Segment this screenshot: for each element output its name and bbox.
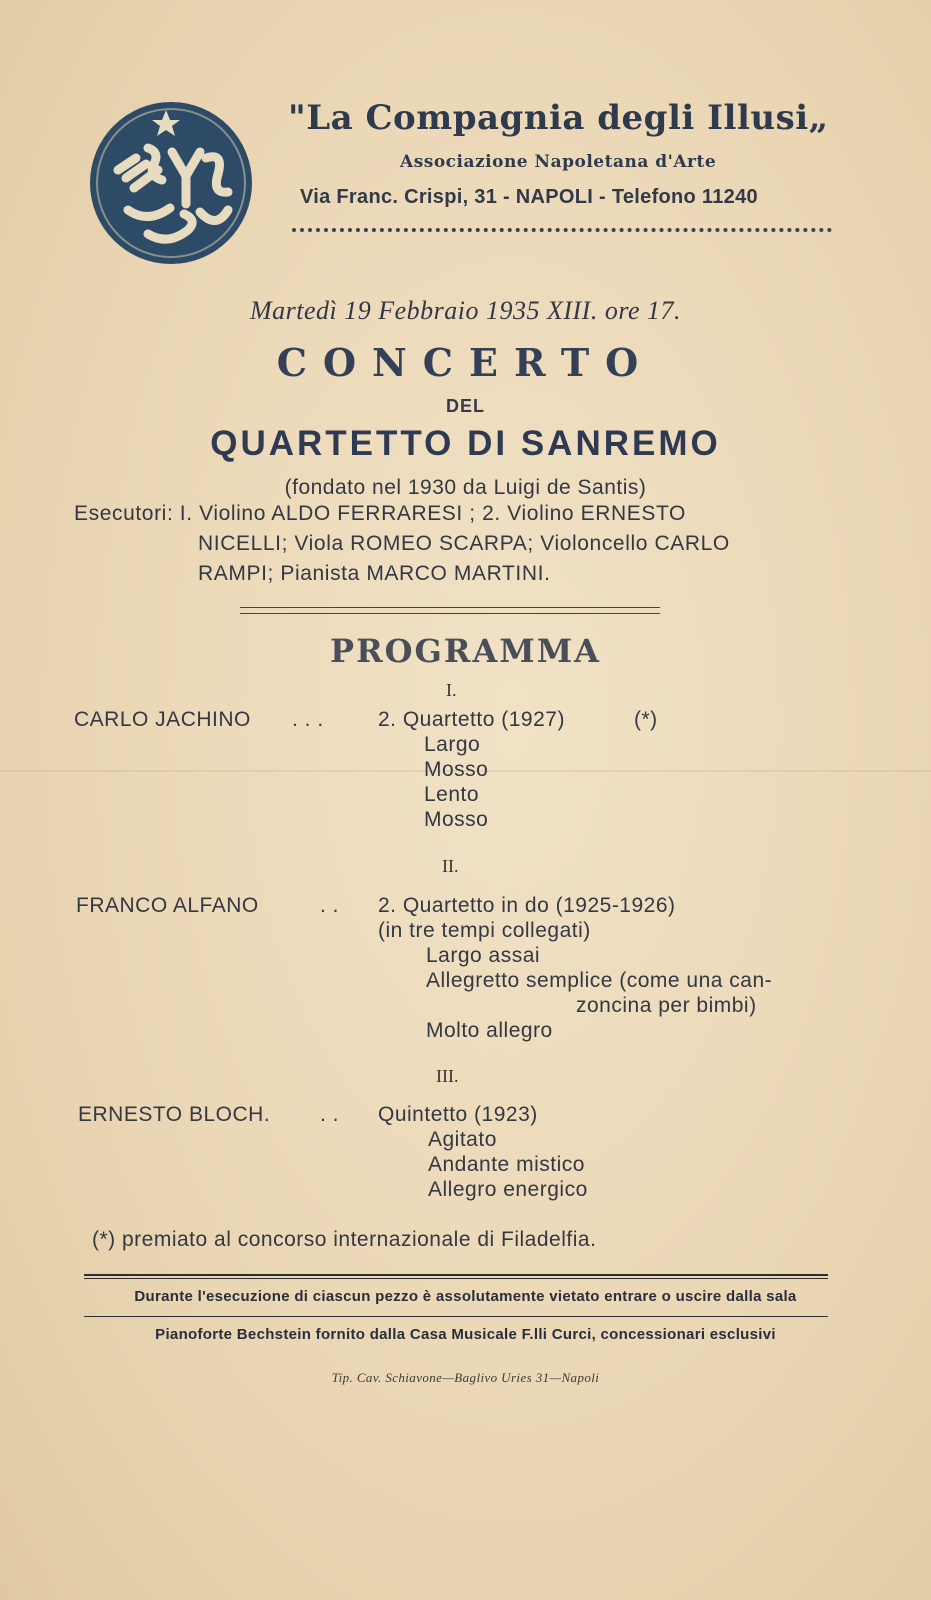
printer-credit: Tip. Cav. Schiavone—Baglivo Uries 31—Napoli (331, 1370, 600, 1385)
part-numeral: I. (446, 680, 457, 700)
composer-name: CARLO JACHINO (74, 708, 251, 731)
leader-dots: . . (320, 1103, 340, 1126)
part-numeral: II. (442, 856, 459, 876)
organization-subtitle: Associazione Napoletana d'Arte (400, 152, 717, 172)
movement: Molto allegro (426, 1019, 553, 1042)
ensemble-name: QUARTETTO DI SANREMO (210, 424, 721, 463)
leader-dots: . . (320, 894, 340, 917)
double-rule-bottom (240, 613, 660, 614)
double-rule-top (240, 607, 660, 608)
founded-note: (fondato nel 1930 da Luigi de Santis) (284, 476, 647, 499)
movement: Agitato (428, 1128, 497, 1151)
footer-rule-thin (84, 1278, 828, 1279)
concert-title: CONCERTO (276, 340, 655, 385)
work-title: 2. Quartetto (1927) (378, 708, 565, 731)
movement: Allegro energico (428, 1178, 588, 1201)
movement: Allegretto semplice (come una can- (426, 969, 773, 992)
entry-notice: Durante l'esecuzione di ciascun pezzo è assolutamente vietato entrare o uscire dalla sala (134, 1288, 797, 1305)
work-title: 2. Quartetto in do (1925-1926) (378, 894, 676, 917)
organization-name: "La Compagnia degli Illusi„ (288, 98, 829, 138)
organization-address: Via Franc. Crispi, 31 - NAPOLI - Telefono 11240 (300, 186, 758, 208)
movement: zoncina per bimbi) (576, 994, 757, 1017)
composer-name: ERNESTO BLOCH. (78, 1103, 271, 1126)
movement: Mosso (424, 808, 489, 831)
movement: Lento (424, 783, 480, 806)
movement: Largo assai (426, 944, 541, 967)
part-numeral: III. (436, 1066, 459, 1086)
association-logo (88, 100, 254, 266)
footnote-mark: (*) (634, 708, 658, 731)
footnote: (*) premiato al concorso internazionale di Filadelfia. (92, 1228, 597, 1251)
dotted-divider (292, 228, 832, 232)
concert-date: Martedì 19 Febbraio 1935 XIII. ore 17. (249, 296, 682, 325)
movement: Mosso (424, 758, 489, 781)
movement: Largo (424, 733, 481, 756)
footer-rule-middle (84, 1316, 828, 1317)
work-subtitle: (in tre tempi collegati) (378, 919, 591, 942)
piano-notice: Pianoforte Bechstein fornito dalla Casa Musicale F.lli Curci, concessionari esclusivi (155, 1326, 776, 1343)
performers-line: NICELLI; Viola ROMEO SCARPA; Violoncello CARLO (198, 532, 730, 555)
performers-line: RAMPI; Pianista MARCO MARTINI. (198, 562, 551, 585)
movement: Andante mistico (428, 1153, 585, 1176)
title-connector: DEL (446, 396, 485, 416)
program-heading: PROGRAMMA (330, 632, 601, 670)
leader-dots: . . . (292, 708, 324, 731)
composer-name: FRANCO ALFANO (76, 894, 259, 917)
performers-line: Esecutori: I. Violino ALDO FERRARESI ; 2. Violino ERNESTO (74, 502, 686, 525)
footer-rule (84, 1274, 828, 1276)
work-title: Quintetto (1923) (378, 1103, 538, 1126)
